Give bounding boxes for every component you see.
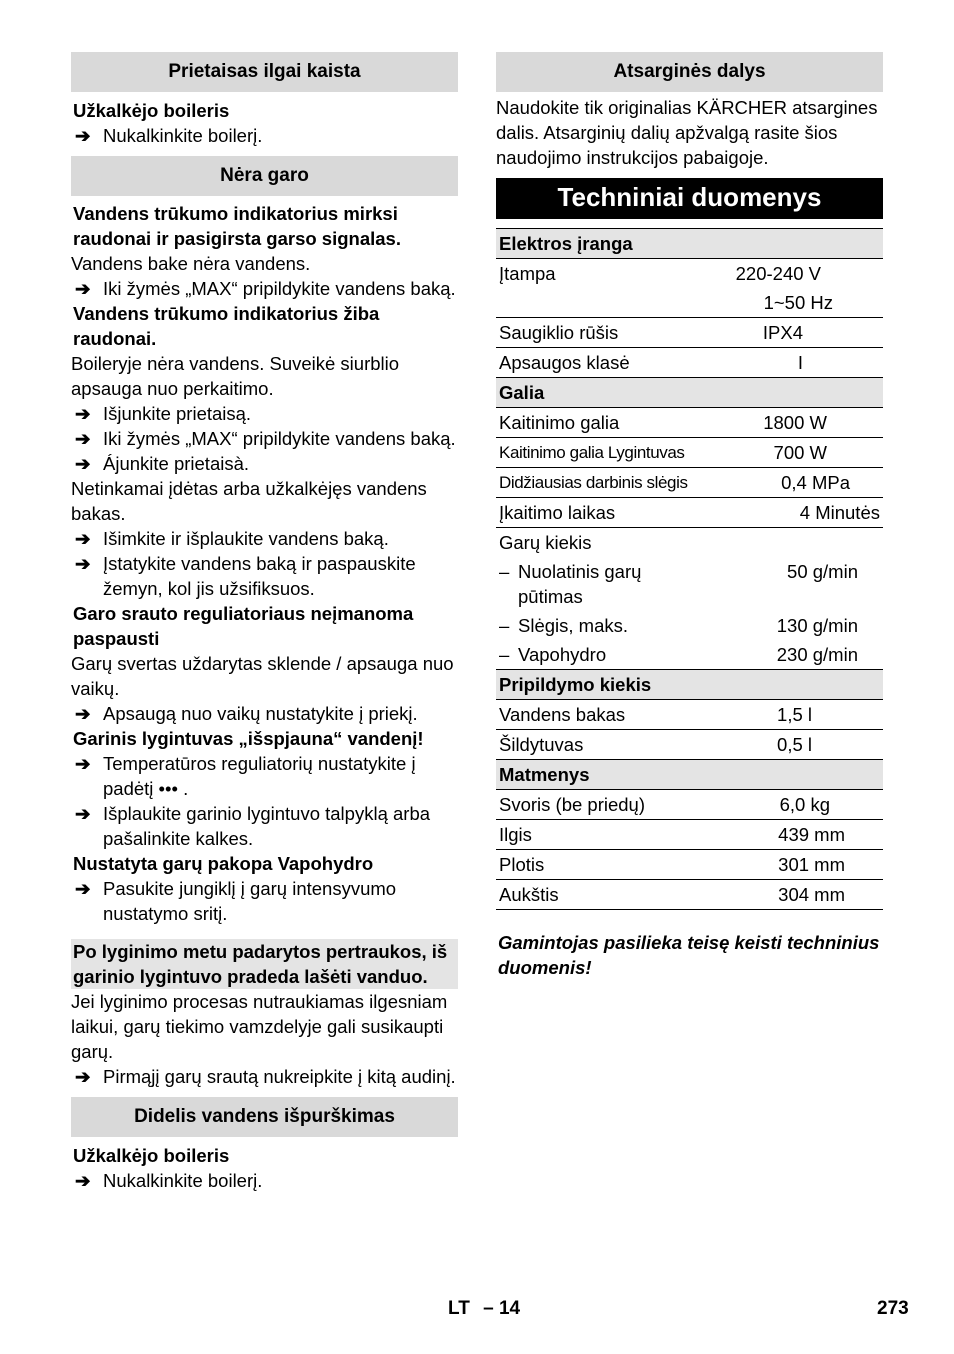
paragraph: Jei lyginimo procesas nutraukiamas ilgesniam laikui, garų tiekimo vamzdelyje gali susikaupti garų. (71, 991, 448, 1062)
arrow-icon: ➔ (75, 1066, 91, 1087)
paragraph: Boileryje nėra vandens. Suveikė siurblio apsauga nuo perkaitimo. (71, 353, 400, 399)
arrow-icon: ➔ (75, 278, 91, 299)
arrow-icon: ➔ (75, 453, 91, 474)
paragraph: Vandens bake nėra vandens. (71, 253, 311, 274)
subheading: Vandens trūkumo indikatorius mirksi raudonai ir pasigirsta garso signalas. (73, 203, 401, 249)
table-row: Šildytuvas 0,5 l (499, 734, 812, 755)
instruction-item: ➔ Įstatykite vandens baką ir paspauskite žemyn, kol jis užsifiksuos. (75, 553, 416, 599)
instruction-item: ➔ Nukalkinkite boilerį. (75, 125, 263, 146)
footer-separator: – (483, 1298, 494, 1319)
table-row: – Vapohydro 230 g/min (499, 644, 858, 665)
paragraph: Naudokite tik originalias KÄRCHER atsargines dalis. Atsarginių dalių apžvalgą rasite šios naudojimo instrukcijos pabaigoje. (496, 97, 878, 168)
table-row: – Nuolatinis garų pūtimas 50 g/min (499, 561, 858, 607)
section-heading: Didelis vandens išpurškimas (71, 1097, 458, 1137)
section-heading: Po lyginimo metu padarytos pertraukos, iš garinio lygintuvo pradeda lašėti vanduo. (71, 939, 458, 989)
table-row: Didžiausias darbinis slėgis 0,4 MPa (496, 468, 883, 498)
arrow-icon: ➔ (75, 125, 91, 146)
disclaimer-note: Gamintojas pasilieka teisę keisti techninius duomenis! (498, 932, 880, 978)
subheading: Užkalkėjo boileris (73, 100, 230, 121)
table-row: Kaitinimo galia Lygintuvas 700 W (496, 438, 883, 468)
table-row: Plotis 301 mm (496, 850, 883, 880)
footer-section-number: 14 (498, 1298, 521, 1319)
section-heading: Atsarginės dalys (496, 52, 883, 92)
table-row: – Slėgis, maks. 130 g/min (499, 615, 858, 636)
arrow-icon: ➔ (75, 553, 91, 574)
table-row: Įtampa 220-240 V (499, 263, 821, 284)
subheading: Nustatyta garų pakopa Vapohydro (73, 853, 374, 874)
subheading: Vandens trūkumo indikatorius žiba raudonai. (73, 303, 380, 349)
arrow-icon: ➔ (75, 528, 91, 549)
tech-data-table (496, 228, 883, 910)
arrow-icon: ➔ (75, 753, 91, 774)
footer-lang: LT (448, 1298, 470, 1319)
table-row: Kaitinimo galia 1800 W (496, 408, 883, 438)
instruction-item: ➔ Pirmąjį garų srautą nukreipkite į kitą audinį. (75, 1066, 456, 1087)
arrow-icon: ➔ (75, 403, 91, 424)
table-group-row: Matmenys (496, 760, 883, 790)
table-group-row: Galia (496, 378, 883, 408)
subheading: Garo srauto reguliatoriaus neįmanoma paspausti (73, 603, 414, 649)
section-heading: Nėra garo (71, 156, 458, 196)
table-row: Saugiklio rūšis IPX4 (496, 318, 883, 348)
table-group-row: Elektros įranga (496, 229, 883, 259)
paragraph: Netinkamai įdėtas arba užkalkėjęs vandens bakas. (71, 478, 427, 524)
arrow-icon: ➔ (75, 878, 91, 899)
arrow-icon: ➔ (75, 428, 91, 449)
table-row: Aukštis 304 mm (496, 880, 883, 910)
table-row: Svoris (be priedų) 6,0 kg (496, 790, 883, 820)
instruction-item: ➔ Iki žymės „MAX“ pripildykite vandens baką. (75, 278, 456, 299)
left-column (71, 52, 458, 1193)
table-row: Vandens bakas 1,5 l (496, 700, 883, 730)
table-row: Ilgis 439 mm (496, 820, 883, 850)
instruction-item: ➔ Iki žymės „MAX“ pripildykite vandens baką. (75, 428, 456, 449)
arrow-icon: ➔ (75, 1170, 91, 1191)
instruction-item: ➔ Nukalkinkite boilerį. (75, 1170, 263, 1191)
page-footer (448, 1298, 520, 1320)
paragraph: Garų svertas uždarytas sklende / apsauga nuo vaikų. (71, 653, 454, 699)
right-column (496, 52, 883, 980)
section-heading: Prietaisas ilgai kaista (71, 52, 458, 92)
arrow-icon: ➔ (75, 703, 91, 724)
arrow-icon: ➔ (75, 803, 91, 824)
instruction-item: ➔ Apsaugą nuo vaikų nustatykite į priekį. (75, 703, 418, 724)
instruction-item: ➔ Pasukite jungiklį į garų intensyvumo nustatymo sritį. (75, 878, 397, 924)
page-number: 273 (877, 1298, 909, 1319)
table-row: Apsaugos klasė I (499, 352, 803, 373)
instruction-item: ➔ Išimkite ir išplaukite vandens baką. (75, 528, 389, 549)
table-group-row: Pripildymo kiekis (496, 670, 883, 700)
instruction-item: ➔ Išjunkite prietaisą. (75, 403, 252, 424)
instruction-item: ➔ Ájunkite prietaisà. (75, 453, 250, 474)
table-row: 1~50 Hz (496, 288, 883, 318)
subheading: Garinis lygintuvas „išspjauna“ vandenį! (73, 728, 424, 749)
table-row: Garų kiekis (496, 528, 883, 558)
subheading: Užkalkėjo boileris (73, 1145, 230, 1166)
instruction-item: ➔ Temperatūros reguliatorių nustatykite į padėtį ••• . (75, 753, 416, 799)
page-title: Techniniai duomenys (496, 178, 883, 219)
table-row: Įkaitimo laikas 4 Minutės (499, 502, 880, 523)
instruction-item: ➔ Išplaukite garinio lygintuvo talpyklą arba pašalinkite kalkes. (75, 803, 431, 849)
